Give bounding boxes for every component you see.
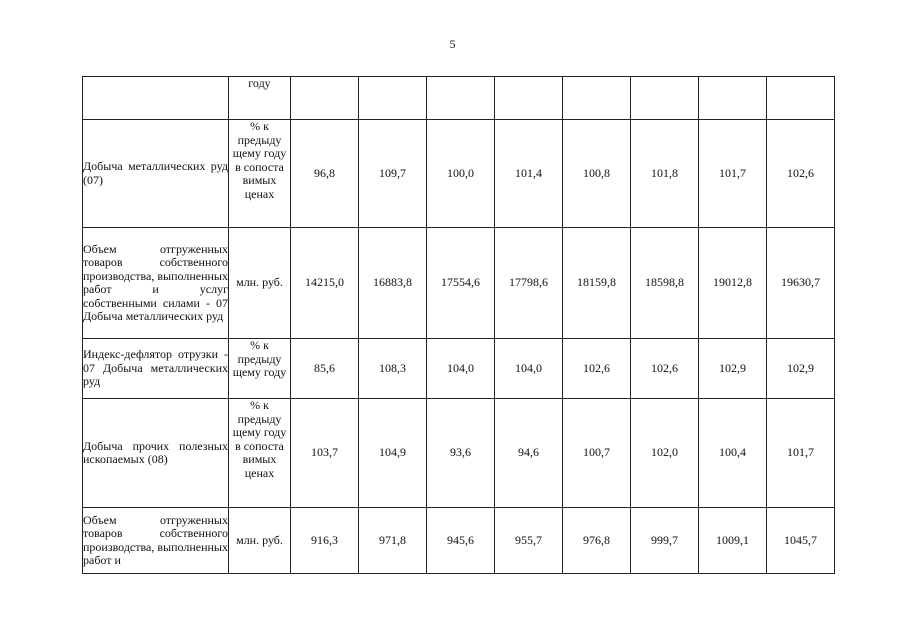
value-cell: [699, 77, 767, 120]
value-cell: 1009,1: [699, 508, 767, 574]
value-cell: 85,6: [291, 339, 359, 399]
value-cell: [291, 77, 359, 120]
table-row: [83, 339, 835, 399]
unit-text: году: [248, 76, 271, 90]
value-cell: [495, 77, 563, 120]
value-cell: 971,8: [359, 508, 427, 574]
value-cell: 18159,8: [563, 228, 631, 339]
value-cell: [631, 77, 699, 120]
unit-text: млн. руб.: [236, 275, 283, 290]
value-cell: 999,7: [631, 508, 699, 574]
unit-cell: [229, 77, 291, 120]
value-cell: 94,6: [495, 399, 563, 508]
unit-cell: [229, 120, 291, 228]
value-cell: 102,6: [767, 120, 835, 228]
value-cell: 96,8: [291, 120, 359, 228]
page-number: 5: [449, 37, 456, 51]
value-cell: 976,8: [563, 508, 631, 574]
indicator-name-cell: [83, 77, 229, 120]
value-cell: 17554,6: [427, 228, 495, 339]
table-row: [83, 508, 835, 574]
value-cell: 101,4: [495, 120, 563, 228]
value-cell: [563, 77, 631, 120]
value-cell: 93,6: [427, 399, 495, 508]
value-cell: 16883,8: [359, 228, 427, 339]
value-cell: 108,3: [359, 339, 427, 399]
indicator-name-cell: Добыча прочих полезных ископаемых (08): [83, 399, 229, 508]
value-cell: 19630,7: [767, 228, 835, 339]
unit-cell: [229, 399, 291, 508]
indicator-name-cell: Объем отгруженных товаров собственного производства, выполненных работ и услуг собственными силами - 07 Добыча металлических руд: [83, 228, 229, 339]
value-cell: 102,6: [631, 339, 699, 399]
unit-text: % к предыду щему году в сопоста вимых ценах: [232, 398, 287, 480]
indicator-name-cell: Индекс-дефлятор отрузки - 07 Добыча металлических руд: [83, 339, 229, 399]
value-cell: 104,0: [427, 339, 495, 399]
table-row: [83, 399, 835, 508]
table-row: [83, 120, 835, 228]
value-cell: 101,8: [631, 120, 699, 228]
unit-text: % к предыду щему году: [232, 338, 287, 379]
value-cell: 102,0: [631, 399, 699, 508]
value-cell: 109,7: [359, 120, 427, 228]
value-cell: 101,7: [699, 120, 767, 228]
value-cell: 100,4: [699, 399, 767, 508]
unit-cell: [229, 339, 291, 399]
indicators-table: [82, 76, 835, 574]
value-cell: 102,9: [767, 339, 835, 399]
value-cell: 100,0: [427, 120, 495, 228]
value-cell: 945,6: [427, 508, 495, 574]
value-cell: 14215,0: [291, 228, 359, 339]
table-row: [83, 228, 835, 339]
value-cell: 955,7: [495, 508, 563, 574]
value-cell: 104,0: [495, 339, 563, 399]
value-cell: 18598,8: [631, 228, 699, 339]
value-cell: 102,9: [699, 339, 767, 399]
value-cell: 101,7: [767, 399, 835, 508]
unit-text: млн. руб.: [236, 532, 283, 547]
unit-cell: [229, 228, 291, 339]
value-cell: 916,3: [291, 508, 359, 574]
value-cell: 19012,8: [699, 228, 767, 339]
table-row: [83, 77, 835, 120]
value-cell: 103,7: [291, 399, 359, 508]
unit-cell: [229, 508, 291, 574]
value-cell: [767, 77, 835, 120]
indicator-name-cell: Добыча металлических руд (07): [83, 120, 229, 228]
value-cell: 100,7: [563, 399, 631, 508]
value-cell: 104,9: [359, 399, 427, 508]
unit-text: % к предыду щему году в сопоста вимых ценах: [232, 119, 287, 201]
value-cell: 100,8: [563, 120, 631, 228]
value-cell: [427, 77, 495, 120]
value-cell: 17798,6: [495, 228, 563, 339]
indicator-name-cell: Объем отгруженных товаров собственного производства, выполненных работ и: [83, 508, 229, 574]
value-cell: 102,6: [563, 339, 631, 399]
value-cell: [359, 77, 427, 120]
value-cell: 1045,7: [767, 508, 835, 574]
